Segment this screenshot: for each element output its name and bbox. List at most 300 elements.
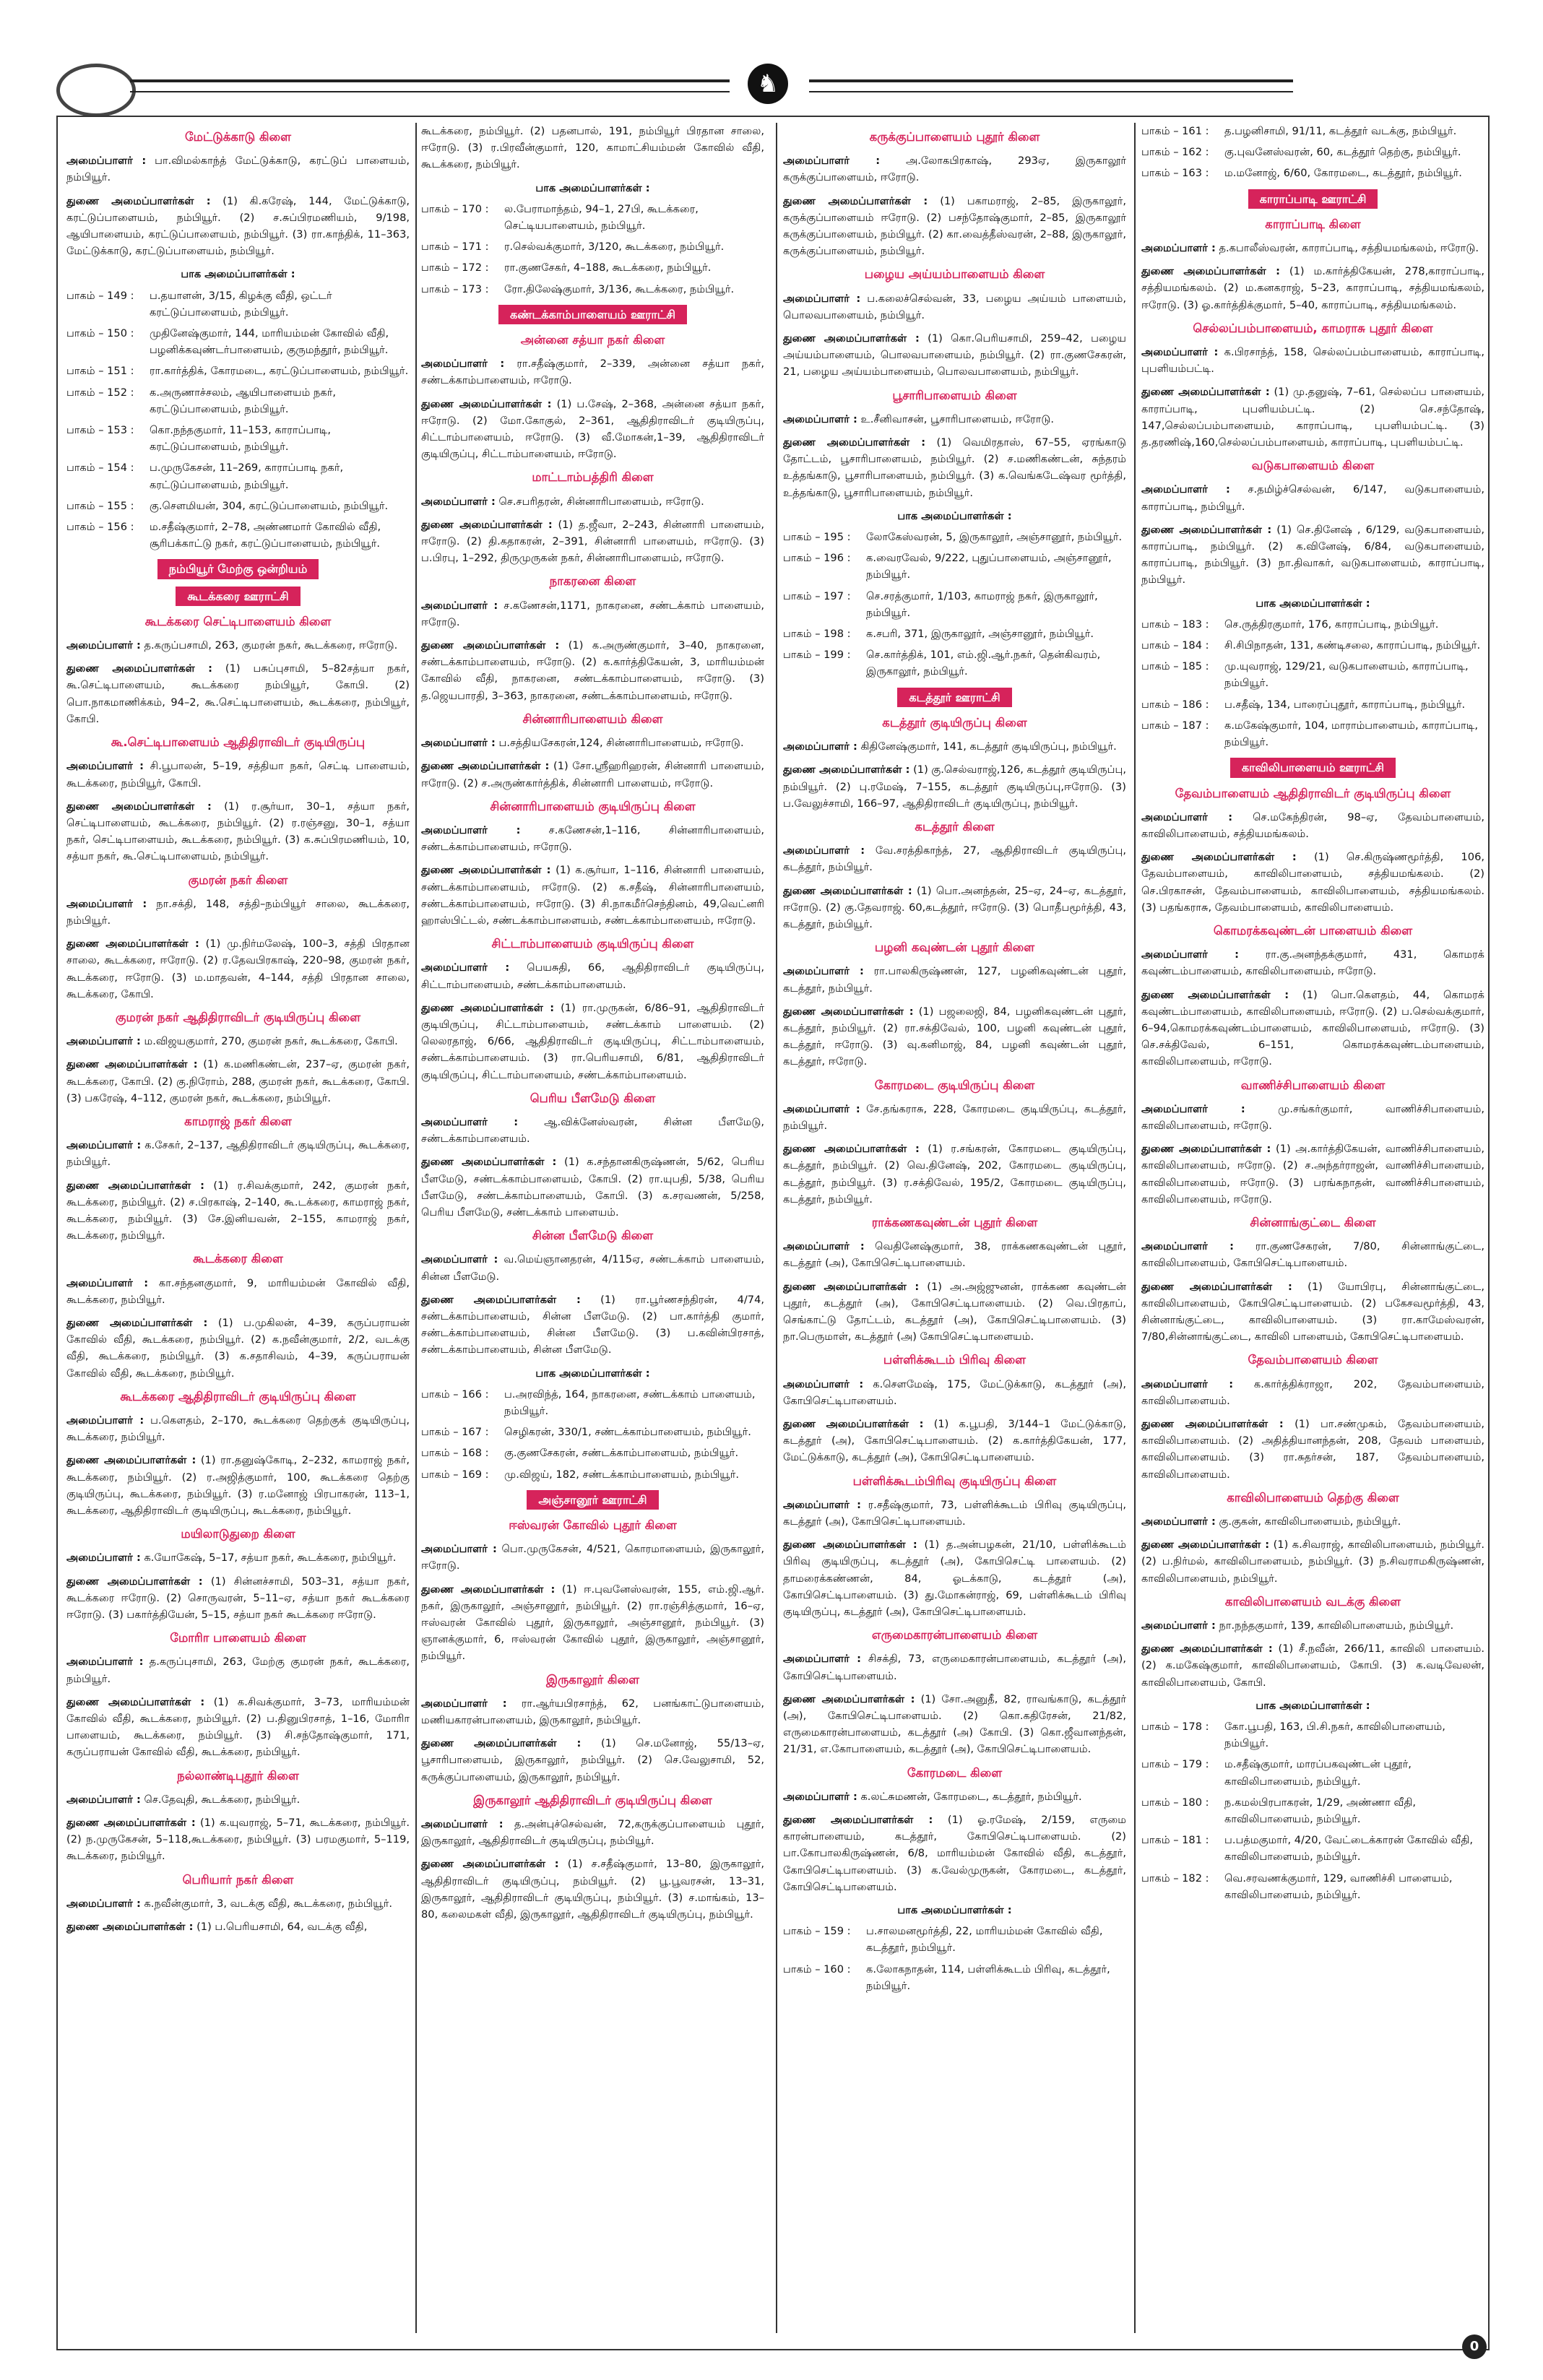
- booth-number: பாகம் – 162 :: [1141, 146, 1209, 159]
- role-label: துணை அமைப்பாளர்கள் :: [783, 436, 926, 449]
- booth-number: பாகம் – 197 :: [783, 589, 851, 602]
- role-label: அமைப்பாளர் :: [421, 823, 521, 836]
- booth-row: [421, 259, 764, 276]
- booth-organizer: ர.செல்வக்குமார், 3/120, கூடக்கரை, நம்பியூர்.: [504, 241, 725, 254]
- branch-heading: சின்னாரிபாளையம் குடியிருப்பு கிளை: [490, 799, 696, 813]
- organizer-entry: [783, 1691, 1126, 1758]
- booth-organizer: ம.சதீஷ்குமார், மாரப்பகவுண்டன் புதூர், காவிலிபாளையம், நம்பியூர்.: [1224, 1758, 1412, 1788]
- organizer-entry: [66, 1056, 410, 1107]
- entry-text: (1) ரா.முருகன், 6/86–91, ஆதிதிராவிடர் குடியிருப்பு, சிட்டாம்பாளையம், சண்டக்காம் பாளையம். (2) லெலரதாஜ், 6/66, ஆதிதிராவிடர் குடியிருப்பு, சிட்டாம்பாளையம், சண்டக்காம்பாளையம். (3) ரா.பெரியசாமி, 6/81, ஆதிதிராவிடர் குடியிருப்பு, சிட்டாம்பாளையம், சண்டக்காம்பாளையம்.: [421, 1001, 764, 1081]
- entry-text: (1) க.சிவராஜ், காவிலிபாளையம், நம்பியூர். (2) ப.நிர்மல், காவிலிபாளையம், நம்பியூர். (3) ந.சிவராமகிருஷ்ணன், காவிலிபாளையம், நம்பியூர்.: [1141, 1539, 1484, 1585]
- entry-text: (1) பசுப்புசாமி, 5–82சத்யா நகர், கூ.செட்டிபாளையம், கூடக்கரை நம்பியூர், கோபி. (2) பொ.நாகமாணிக்கம், 94–2, கூ.செட்டிபாளையம், கூடக்கரை, நம்பியூர், கோபி.: [66, 662, 410, 725]
- booth-number: பாகம் – 181 :: [1141, 1834, 1209, 1847]
- organizer-entry: [1141, 1416, 1484, 1483]
- entry-text: ரா.குணசேகரன், 7/80, சின்னாங்குட்டை, காவிலிபாளையம், கோபிசெட்டிபாளையம்.: [1141, 1240, 1484, 1270]
- role-label: அமைப்பாளர் :: [66, 1552, 141, 1565]
- branch-heading: பூசாரிபாளையம் கிளை: [892, 388, 1017, 402]
- organizer-entry: [421, 1735, 764, 1786]
- booth-row: [1141, 637, 1484, 654]
- entry-text: ச.தமிழ்ச்செல்வன், 6/147, வடுகபாளையம், காராப்பாடி, நம்பியூர்.: [1141, 483, 1484, 513]
- entry-text: (1) கொ.பெரியசாமி, 259–42, பழைய அய்யம்பாளையம், பொலவபாளையம், நம்பியூர். (2) ரா.குணசேகரன், 21, பழைய அய்யம்பாளையம், பொலவபாளையம், நம்பியூர்.: [783, 332, 1126, 378]
- role-label: துணை அமைப்பாளர்கள் :: [1141, 851, 1297, 864]
- booth-number: பாகம் – 198 :: [783, 628, 851, 641]
- organizer-entry: [66, 1275, 410, 1308]
- section-banner: நம்பியூர் மேற்கு ஒன்றியம்: [157, 559, 319, 579]
- organizer-entry: [783, 290, 1126, 324]
- organizer-entry: [66, 1791, 410, 1808]
- entry-text: ர.சதீஷ்குமார், 73, பள்ளிக்கூடம் பிரிவு குடியிருப்பு, கடத்தூர் (அ), கோபிசெட்டிபாளையம்.: [783, 1498, 1126, 1528]
- entry-text: (1) ப.சேஷ், 2–368, அன்னை சத்யா நகர், ஈரோடு. (2) மோ.கோகுல், 2–361, ஆதிதிராவிடர் குடியிருப்பு, சிட்டாம்பாளையம், ஈரோடு. (3) வீ.மோகன்,1–39, ஆதிதிராவிடர் குடியிருப்பு, சிட்டாம்பாளையம், ஈரோடு.: [421, 397, 764, 461]
- booth-number: பாகம் – 180 :: [1141, 1796, 1209, 1809]
- booth-organizer: ம.மனோஜ், 6/60, கோரமடை, கடத்தூர், நம்பியூர்.: [1224, 167, 1462, 180]
- organizer-entry: [1141, 1101, 1484, 1134]
- entry-text: (1) த.அன்பழகன், 21/10, பள்ளிக்கூடம் பிரிவு குடியிருப்பு, கடத்தூர் (அ), கோபிசெட்டி பாளையம். (2) தாமரைக்கண்ணன், 84, ஓடக்காடு, கடத்தூர் (அ), கோபிசெட்டிபாளையம். (3) து.மோகன்ராஜ், 69, பள்ளிக்கூடம் பிரிவு குடியிருப்பு, கடத்தூர் (அ), கோபிசெட்டிபாளையம்.: [783, 1539, 1126, 1619]
- booth-row: [783, 550, 1126, 583]
- entry-text: (1) செ.மனோஜ், 55/13–ஏ, பூசாரிபாளையம், இருகாலூர், நம்பியூர். (2) செ.வேலுசாமி, 52, கருக்குப்பாளையம், இருகாலூர், நம்பியூர்.: [421, 1737, 764, 1783]
- entry-text: (1) செ.தினேஷ் , 6/129, வடுகபாளையம், காராப்பாடி, நம்பியூர். (2) க.வினேஷ், 6/84, வடுகபாளையம், காராப்பாடி, நம்பியூர். (3) நா.திவாகர், வடுகபாளையம், காராப்பாடி, நம்பியூர்.: [1141, 523, 1484, 587]
- role-label: அமைப்பாளர் :: [1141, 1240, 1235, 1253]
- role-label: அமைப்பாளர் :: [421, 1818, 503, 1831]
- section-banner: கண்டக்காம்பாளையம் ஊராட்சி: [498, 305, 687, 324]
- booth-row: [1141, 1756, 1484, 1789]
- booth-number: பாகம் – 187 :: [1141, 719, 1209, 732]
- booth-organizer: ப.அரவிந்த், 164, நாகரனை, சண்டக்காம் பாளையம், நம்பியூர்.: [504, 1388, 756, 1417]
- role-label: துணை அமைப்பாளர்கள் :: [783, 1418, 924, 1430]
- branch-heading: எருமைகாரன்பாளையம் கிளை: [871, 1628, 1038, 1643]
- role-label: துணை அமைப்பாளர்கள் :: [66, 1921, 194, 1934]
- organizer-entry: [66, 1653, 410, 1687]
- booth-number: பாகம் – 185 :: [1141, 660, 1209, 673]
- booth-organizer: ம.சதீஷ்குமார், 2–78, அண்ணமார் கோவில் வீதி, சூரிபக்காட்டு நகர், கரட்டுப்பாளையம், நம்பியூர்.: [150, 521, 381, 550]
- role-label: துணை அமைப்பாளர்கள் :: [1141, 1418, 1284, 1430]
- role-label: துணை அமைப்பாளர்கள் :: [421, 760, 550, 773]
- organizer-entry: [783, 1238, 1126, 1271]
- entry-text: நா.சக்தி, 148, சத்தி–நம்பியூர் சாலை, கூடக்கரை, நம்பியூர்.: [66, 897, 410, 927]
- organizer-entry: [421, 822, 764, 855]
- organizer-entry: [421, 1856, 764, 1923]
- role-label: துணை அமைப்பாளர்கள் :: [66, 1695, 205, 1708]
- role-label: துணை அமைப்பாளர்கள் :: [66, 1575, 203, 1588]
- booth-organizer: ல.பேராமாந்தம், 94–1, 27பி, கூடக்கரை, செட்டியபாளையம், நம்பியூர்.: [504, 202, 699, 233]
- entry-text: வே.சரத்திகாந்த், 27, ஆதிதிராவிடர் குடியிருப்பு, கடத்தூர், நம்பியூர்.: [783, 844, 1126, 874]
- organizer-entry: [421, 758, 764, 791]
- entry-text: (1) ர.சங்கரன், கோரமடை குடியிருப்பு, கடத்தூர், நம்பியூர். (2) வெ.தினேஷ், 202, கோரமடை குடியிருப்பு, கடத்தூர், நம்பியூர். (3) ர.சக்திவேல், 195/2, கோரமடை குடியிருப்பு, கடத்தூர், நம்பியூர்.: [783, 1143, 1126, 1206]
- branch-heading: கூடக்கரை ஆதிதிராவிடர் குடியிருப்பு கிளை: [120, 1389, 356, 1403]
- entry-text: (1) பஜலைஜி, 84, பழனிகவுண்டன் புதூர், கடத்தூர், நம்பியூர். (2) ரா.சக்திவேல், 100, பழனி கவுண்டன் புதூர், கடத்தூர், ஈரோடு. (3) வு.கனிமாஜ், 84, பழனி கவுண்டன் புதூர், கடத்தூர், ஈரோடு.: [783, 1005, 1126, 1068]
- role-label: அமைப்பாளர் :: [783, 1790, 857, 1803]
- organizer-entry: [66, 1033, 410, 1050]
- role-label: அமைப்பாளர் :: [783, 965, 864, 978]
- booth-number: பாகம் – 149 :: [66, 289, 134, 302]
- organizer-entry: [66, 1549, 410, 1566]
- role-label: அமைப்பாளர் :: [66, 1897, 141, 1910]
- branch-heading: அன்னை சத்யா நகர் கிளை: [520, 333, 665, 347]
- booth-number: பாகம் – 167 :: [421, 1426, 489, 1439]
- booth-row: [783, 529, 1126, 545]
- branch-heading: பள்ளிக்கூடம் பிரிவு கிளை: [883, 1353, 1026, 1367]
- entry-text: க.நவீன்குமார், 3, வடக்கு வீதி, கூடக்கரை, நம்பியூர்.: [140, 1897, 392, 1910]
- entry-text: (1) க.சந்தானகிருஷ்ணன், 5/62, பெரிய பீளமேடு, சண்டக்காம்பாளையம், கோபி. (2) ரா.யுபதி, 5/38, பெரிய பீளமேடு, சண்டக்காம்பாளையம், கோபி. (3) க.சரவணன், 5/258, பெரிய பீளமேடு, சண்டக்காம் பாளையம்.: [421, 1156, 764, 1219]
- organizer-entry: [783, 1812, 1126, 1895]
- booth-row: [66, 459, 410, 493]
- organizer-entry: [66, 1177, 410, 1245]
- branch-heading: கடத்தூர் கிளை: [915, 819, 995, 834]
- role-label: அமைப்பாளர் :: [421, 1253, 498, 1266]
- role-label: அமைப்பாளர் :: [66, 1139, 142, 1152]
- role-label: துணை அமைப்பாளர்கள் :: [66, 1316, 208, 1329]
- booth-row: [421, 281, 764, 298]
- role-label: அமைப்பாளர் :: [421, 1697, 507, 1710]
- organizer-entry: [421, 1251, 764, 1284]
- booth-organizer: க.வைரவேல், 9/222, புதுப்பாளையம், அஞ்சானூர், நம்பியூர்.: [866, 552, 1112, 581]
- booth-number: பாகம் – 184 :: [1141, 639, 1209, 652]
- subheading: பாக அமைப்பாளர்கள் :: [1255, 1699, 1370, 1712]
- entry-text: த.கருப்புசாமி, 263, மேற்கு குமரன் நகர், கூடக்கரை, நம்பியூர்.: [66, 1656, 410, 1685]
- booth-number: பாகம் – 160 :: [783, 1963, 851, 1976]
- booth-row: [1141, 1832, 1484, 1865]
- entry-text: பா.விமல்காந்த் மேட்டுக்காடு, கரட்டுப் பாளையம், நம்பியூர்.: [66, 155, 410, 184]
- organizer-entry: [66, 1137, 410, 1170]
- entry-text: சிசக்தி, 73, எருமைகாரன்பாளையம், கடத்தூர் (அ), கோபிசெட்டிபாளையம்.: [783, 1653, 1126, 1682]
- branch-heading: பழைய அய்யம்பாளையம் கிளை: [864, 267, 1045, 282]
- role-label: துணை அமைப்பாளர்கள் :: [421, 1583, 556, 1596]
- booth-number: பாகம் – 173 :: [421, 282, 489, 295]
- header-rule-left-thin: [130, 91, 730, 92]
- booth-row: [421, 1445, 764, 1461]
- entry-text: க.கார்த்திக்ராஜா, 202, தேவம்பாளையம், காவிலிபாளையம்.: [1141, 1377, 1484, 1407]
- entry-text: (1) ம.கார்த்திகேயன், 278,காராப்பாடி, சத்தியமங்கலம். (2) ம.கனகராஜ், 5–23, காராப்பாடி, சத்தியமங்கலம், ஈரோடு. (3) ஓ.கார்த்திக்குமார், 5–40, காராப்பாடி, சத்தியமங்கலம்.: [1141, 265, 1484, 311]
- booth-number: பாகம் – 172 :: [421, 261, 489, 274]
- role-label: அமைப்பாளர் :: [66, 1656, 144, 1669]
- role-label: துணை அமைப்பாளர்கள் :: [66, 194, 211, 207]
- organizer-entry: [783, 761, 1126, 812]
- organizer-entry: [1141, 344, 1484, 377]
- entry-text: (1) ர.சூர்யா, 30–1, சத்யா நகர், செட்டிபாளையம், கூடக்கரை, நம்பியூர். (2) ர.ரஞ்சனு, 30–1, சத்யா நகர், செட்டிபாளையம், கூடக்கரை, நம்பியூர். (3) க.சுப்பிரமணியம், 10, சத்யா நகர், கூ.செட்டிபாளையம், நம்பியூர்.: [66, 800, 410, 863]
- booth-row: [783, 1923, 1126, 1956]
- entry-text: கிதினேஷ்குமார், 141, கடத்தூர் குடியிருப்பு, நம்பியூர்.: [857, 740, 1117, 753]
- entry-text: கூடக்கரை, நம்பியூர். (2) பதனபால், 191, நம்பியூர் பிரதான சாலை, ஈரோடு. (3) ர.பிரவீன்குமார், 120, காமாட்சியம்மன் கோவில் வீதி, கூடக்கரை, நம்பியூர்.: [421, 125, 764, 171]
- organizer-entry: [421, 735, 764, 751]
- role-label: அமைப்பாளர் :: [1141, 810, 1233, 823]
- entry-text: (1) மு.தனுஷ், 7–61, செல்லப்ப பாளையம், காராப்பாடி, புபளியம்பட்டி. (2) செ.சந்தோஷ், 147,செல்லப்பம்பாளையம், காராப்பாடி, புபளியம்பட்டி. (3) த.தரணிஷ்,160,செல்லப்பம்பாளையம், காராப்பாடி, புபளியம்பட்டி.: [1141, 386, 1484, 449]
- organizer-entry: [783, 434, 1126, 501]
- booth-row: [1141, 1718, 1484, 1752]
- organizer-entry: [66, 1452, 410, 1519]
- organizer-entry: [783, 1278, 1126, 1346]
- role-label: துணை அமைப்பாளர்கள் :: [1141, 265, 1280, 278]
- role-label: துணை அமைப்பாளர்கள் :: [421, 397, 552, 410]
- booth-number: பாகம் – 166 :: [421, 1388, 489, 1401]
- booth-organizer: க.லோகநாதன், 114, பள்ளிக்கூடம் பிரிவு, கடத்தூர், நம்பியூர்.: [866, 1963, 1110, 1992]
- role-label: துணை அமைப்பாளர்கள் :: [1141, 1280, 1292, 1293]
- role-label: அமைப்பாளர் :: [783, 844, 865, 857]
- entry-text: ரா.பாலகிருஷ்ணன், 127, பழனிகவுண்டன் புதூர், கடத்தூர், நம்பியூர்.: [783, 965, 1126, 995]
- subheading: பாக அமைப்பாளர்கள் :: [897, 509, 1012, 522]
- role-label: துணை அமைப்பாளர்கள் :: [421, 1156, 557, 1169]
- entry-text: (1) ச.சதீஷ்குமார், 13–80, இருகாலூர், ஆதிதிராவிடர் குடியிருப்பு, நம்பியூர். (2) பூ.பூவரசன், 13–31, இருகாலூர், ஆதிதிராவிடர் குடியிருப்பு, நம்பியூர். (3) ச.மாங்கம், 13–80, கலைமகள் வீதி, இருகாலூர், ஆதிதிராவிடர் குடியிருப்பு, நம்பியூர்.: [421, 1858, 764, 1921]
- booth-row: [421, 1386, 764, 1419]
- booth-organizer: ப.முருகேசன், 11–269, காராப்பாடி நகர், கரட்டுப்பாளையம், நம்பியூர்.: [150, 462, 344, 491]
- organizer-entry: [66, 896, 410, 929]
- booth-number: பாகம் – 161 :: [1141, 125, 1209, 137]
- branch-heading: கூடக்கரை கிளை: [193, 1252, 283, 1266]
- organizer-entry: [783, 1141, 1126, 1208]
- role-label: அமைப்பாளர் :: [66, 1276, 149, 1289]
- branch-heading: வடுகபாளையம் கிளை: [1251, 459, 1375, 473]
- booth-row: [1141, 616, 1484, 633]
- entry-text: நா.நந்தகுமார், 139, காவிலிபாளையம், நம்பியூர்.: [1215, 1619, 1454, 1632]
- role-label: துணை அமைப்பாளர்கள் :: [66, 662, 212, 675]
- role-label: துணை அமைப்பாளர்கள் :: [1141, 386, 1270, 399]
- entry-text: ரா.கு.அனந்தக்குமார், 431, கொமரக் கவுண்டம்பாளையம், காவிலிபாளையம், ஈரோடு.: [1141, 948, 1484, 978]
- organizer-entry: [783, 842, 1126, 875]
- booth-row: [421, 201, 764, 234]
- role-label: அமைப்பாளர் :: [1141, 1515, 1216, 1528]
- organizer-entry: [66, 193, 410, 260]
- role-label: அமைப்பாளர் :: [783, 1653, 862, 1666]
- booth-organizer: முதினேஷ்குமார், 144, மாரியம்மன் கோவில் வீதி, பழனிக்கவுண்டர்பாளையம், குருமந்தூர், நம்பியூர்.: [150, 327, 389, 357]
- entry-text: ச.கணேசன்,1171, நாகரனை, சண்டக்காம் பாளையம், ஈரோடு.: [421, 599, 764, 628]
- entry-text: சி.பூபாலன், 5–19, சத்தியா நகர், செட்டி பாளையம், கூடக்கரை, நம்பியூர், கோபி.: [66, 760, 410, 789]
- booth-number: பாகம் – 196 :: [783, 552, 851, 565]
- booth-organizer: செ.கார்த்திக், 101, எம்.ஜி.ஆர்.நகர், தென்கிவரம், இருகாலூர், நம்பியூர்.: [866, 649, 1101, 678]
- entry-text: (1) ப.முகிலன், 4–39, கருப்பராயன் கோவில் வீதி, கூடக்கரை, நம்பியூர். (2) க.நவீன்குமார், 2/2, வடக்கு வீதி, கூடக்கரை, நம்பியூர். (3) க.சதாசிவம், 4–39, கருப்பராயன் கோவில் வீதி, கூடக்கரை, நம்பியூர்.: [66, 1316, 410, 1380]
- role-label: அமைப்பாளர் :: [421, 358, 505, 371]
- column-3: [783, 123, 1126, 2340]
- organizer-entry: [66, 798, 410, 865]
- column-1: [66, 123, 410, 2340]
- booth-organizer: வெ.சரவணக்குமார், 129, வாணிச்சி பாளையம், காவிலிபாளையம், நம்பியூர்.: [1224, 1871, 1453, 1901]
- role-label: துணை அமைப்பாளர்கள் :: [66, 938, 199, 951]
- booth-number: பாகம் – 199 :: [783, 649, 851, 662]
- booth-number: பாகம் – 170 :: [421, 202, 489, 215]
- organizer-entry: [1141, 522, 1484, 589]
- role-label: அமைப்பாளர் :: [66, 1414, 144, 1427]
- branch-heading: சின்னாங்குட்டை கிளை: [1250, 1215, 1376, 1229]
- role-label: துணை அமைப்பாளர்கள் :: [783, 1539, 917, 1552]
- entry-text: வெதினேஷ்குமார், 38, ராக்கணகவுண்டன் புதூர், கடத்தூர் (அ), கோபிசெட்டிபாளையம்.: [783, 1240, 1126, 1270]
- organizer-entry: [421, 516, 764, 567]
- organizer-entry: [421, 1695, 764, 1728]
- entry-text: (1) க.சூர்யா, 1–116, சின்னாரி பாளையம், சண்டக்காம்பாளையம், ஈரோடு. (2) க.சதீஷ், சின்னாரிபாளையம், சண்டக்காம்பாளையம், ஈரோடு. (3) சி.நாகமீர்செந்தினம், 49,வெட்னரி ஹாஸ்பிட்டல், சண்டக்காம்பாளையம், சண்டக்காம்பாளையம், ஈரோடு.: [421, 864, 764, 927]
- role-label: துணை அமைப்பாளர்கள் :: [66, 1454, 196, 1467]
- branch-heading: சின்னாரிபாளையம் கிளை: [522, 711, 663, 726]
- organizer-entry: [421, 1541, 764, 1574]
- booth-organizer: மு.விஜய், 182, சண்டக்காம்பாளையம், நம்பியூர்.: [504, 1468, 739, 1481]
- booth-organizer: கு.குணசேகரன், சண்டக்காம்பாளையம், நம்பியூர்.: [504, 1447, 739, 1460]
- entry-text: (1) ப.பெரியசாமி, 64, வடக்கு வீதி,: [193, 1921, 368, 1934]
- entry-text: (1) ரா.தனுஷ்கோடி, 2–232, காமராஜ் நகர், கூடக்கரை, நம்பியூர். (2) ர.அஜித்குமார், 100, கூடக்கரை தெற்கு குடியிருப்பு, கூடக்கரை, நம்பியூர். (3) ர.மனோஜ் பிரபாகரன், 113–1, கூடக்கரை, ஆதிதிராவிடர் குடியிருப்பு, கூடக்கரை, நம்பியூர்.: [66, 1454, 410, 1518]
- organizer-entry: [783, 411, 1126, 428]
- entry-text: (1) க.யுவராஜ், 5–71, கூடக்கரை, நம்பியூர். (2) ந.முருகேசன், 5–118,கூடக்கரை, நம்பியூர். (3) பரமகுமார், 5–119, கூடக்கரை, நம்பியூர்.: [66, 1817, 410, 1863]
- booth-organizer: ரா.கார்த்திக், கோரமடை, கரட்டுப்பாளையம், நம்பியூர்.: [150, 365, 409, 378]
- organizer-entry: [66, 660, 410, 727]
- organizer-entry: [421, 637, 764, 704]
- entry-text: (1) சோ.அனுதீ, 82, ராவங்காடு, கடத்தூர் (அ), கோபிசெட்டிபாளையம். (2) கொ.கதிரேசன், 21/82, எருமைகாரன்பாளையம், கடத்தூர் (அ) கோபி. (3) கொ.ஜீவானந்தன், 21/31, எ.கோபாளையம், கடத்தூர் (அ), கோபிசெட்டிபாளையம்.: [783, 1692, 1126, 1756]
- organizer-entry: [783, 883, 1126, 933]
- booth-row: [1141, 696, 1484, 713]
- branch-heading: கருக்குப்பாளையம் புதூர் கிளை: [869, 130, 1040, 144]
- booth-row: [1141, 1870, 1484, 1903]
- branch-heading: சிட்டாம்பாளையம் குடியிருப்பு கிளை: [491, 937, 694, 951]
- booth-number: பாகம் – 178 :: [1141, 1721, 1209, 1734]
- booth-number: பாகம் – 183 :: [1141, 618, 1209, 631]
- entry-text: ப.சத்தியசேகரன்,124, சின்னாரிபாளையம், ஈரோடு.: [495, 737, 744, 750]
- entry-text: (1) சின்னச்சாமி, 503–31, சத்யா நகர், கூடக்கரை ஈரோடு. (2) சொருவரன், 5–11–ஏ, சத்யா நகர் கூடக்கரை ஈரோடு. (3) பகார்த்தியேன், 5–15, சத்யா நகர் கூடக்கரை ஈரோடு.: [66, 1575, 410, 1622]
- booth-number: பாகம் – 151 :: [66, 365, 134, 378]
- role-label: அமைப்பாளர் :: [783, 292, 861, 305]
- entry-text: ப.கலைச்செல்வன், 33, பழைய அய்யம் பாளையம், பொலவபாளையம், நம்பியூர்.: [783, 292, 1126, 321]
- organizer-entry: [66, 152, 410, 186]
- organizer-entry: [783, 1788, 1126, 1805]
- organizer-entry: [1141, 1617, 1484, 1634]
- branch-heading: மேட்டுக்காடு கிளை: [184, 130, 292, 144]
- role-label: அமைப்பாளர் :: [66, 760, 144, 773]
- organizer-entry: [1141, 384, 1484, 451]
- entry-text: ச.கணேசன்,1–116, சின்னாரிபாளையம், சண்டக்காம்பாளையம், ஈரோடு.: [421, 823, 764, 854]
- entry-text: அ.லோகபிரகாஷ், 293ஏ, இருகாலூர் கருக்குப்பாளையம், ஈரோடு.: [783, 155, 1126, 184]
- entry-text: மு.சங்கர்குமார், வாணிச்சிபாளையம், காவிலிபாளையம், ஈரோடு.: [1141, 1102, 1484, 1132]
- entry-text: சே.தங்கராசு, 228, கோரமடை குடியிருப்பு, கடத்தூர், நம்பியூர்.: [783, 1102, 1126, 1132]
- booth-row: [66, 422, 410, 455]
- entry-text: த.அன்புச்செல்வன், 72,கருக்குப்பாளையம் புதூர், இருகாலூர், ஆதிதிராவிடர் குடியிருப்பு, நம்பியூர்.: [421, 1818, 764, 1848]
- organizer-entry: [783, 1003, 1126, 1070]
- organizer-entry: [1141, 1376, 1484, 1409]
- entry-text: (1) பகாமராஜ், 2–85, இருகாலூர், கருக்குப்பாளையம் ஈரோடு. (2) பசந்தோஷ்குமார், 2–85, இருகாலூர் கருக்குப்பாளையம், நம்பியூர். (2) கா.வைத்தீஸ்வரன், 2–88, இருகாலூர், கருக்குப்பாளையம், நம்பியூர்.: [783, 194, 1126, 258]
- organizer-entry: [1141, 946, 1484, 979]
- organizer-entry: [783, 1536, 1126, 1620]
- role-label: துணை அமைப்பாளர்கள் :: [783, 1005, 914, 1018]
- branch-heading: சின்ன பீளமேடு கிளை: [532, 1229, 654, 1243]
- branch-heading: குமரன் நகர் ஆதிதிராவிடர் குடியிருப்பு கிளை: [115, 1010, 361, 1024]
- entry-text: க.பிரசாந்த், 158, செல்லப்பம்பாளையம், காராப்பாடி, புபளியம்பட்டி.: [1141, 346, 1484, 376]
- organizer-entry: [421, 493, 764, 510]
- organizer-entry: [1141, 481, 1484, 514]
- role-label: அமைப்பாளர் :: [1141, 346, 1219, 359]
- booth-number: பாகம் – 150 :: [66, 327, 134, 340]
- role-label: துணை அமைப்பாளர்கள் :: [1141, 523, 1272, 536]
- booth-number: பாகம் – 195 :: [783, 531, 851, 544]
- branch-heading: வாணிச்சிபாளையம் கிளை: [1240, 1078, 1386, 1092]
- organizer-entry: [421, 1816, 764, 1849]
- branch-heading: ராக்கணகவுண்டன் புதூர் கிளை: [871, 1215, 1038, 1229]
- entry-text: ப.கௌதம், 2–170, கூடக்கரை தெற்குக் குடியிருப்பு, கூடக்கரை, நம்பியூர்.: [66, 1414, 410, 1444]
- booth-row: [421, 238, 764, 255]
- booth-number: பாகம் – 186 :: [1141, 698, 1209, 711]
- role-label: அமைப்பாளர் :: [1141, 483, 1230, 496]
- entry-text: செ.மகேந்திரன், 98–ஏ, தேவம்பாளையம், காவிலிபாளையம், சத்தியமங்கலம்.: [1141, 810, 1484, 840]
- organizer-entry: [783, 1101, 1126, 1134]
- branch-heading: கோரமடை குடியிருப்பு கிளை: [874, 1078, 1035, 1092]
- branch-heading: குமரன் நகர் கிளை: [188, 873, 288, 887]
- entry-text: க.லட்சுமணன், கோரமடை, கடத்தூர், நம்பியூர்.: [857, 1790, 1082, 1803]
- organizer-entry: [1141, 1640, 1484, 1691]
- organizer-entry: [421, 1154, 764, 1221]
- role-label: அமைப்பாளர் :: [783, 1240, 865, 1253]
- entry-text: (1) சோ.ஸ்ரீஹரிஹரன், சின்னாரி பாளையம், ஈரோடு. (2) ச.அருண்கார்த்திக், சின்னாரி பாளையம், ஈரோடு.: [421, 760, 764, 789]
- organizer-entry: [421, 1000, 764, 1083]
- branch-heading: கடத்தூர் குடியிருப்பு கிளை: [882, 715, 1027, 730]
- entry-text: (1) சீ.நவீன், 266/11, காவிலி பாளையம். (2) க.மகேஷ்குமார், காவிலிபாளையம், கோபி. (3) க.வடிவேலன், காவிலிபாளையம், கோபி.: [1141, 1643, 1484, 1689]
- organizer-entry: [66, 637, 410, 654]
- role-label: துணை அமைப்பாளர்கள் :: [1141, 1643, 1273, 1656]
- organizer-entry: [1141, 809, 1484, 842]
- page-number: 0: [1462, 2334, 1487, 2359]
- booth-row: [1141, 165, 1484, 181]
- booth-row: [1141, 1794, 1484, 1827]
- booth-row: [66, 287, 410, 321]
- organizer-entry: [66, 1694, 410, 1761]
- role-label: அமைப்பாளர் :: [783, 412, 857, 425]
- booth-organizer: சி.சிபிநாதன், 131, கண்டிசலை, காராப்பாடி, நம்பியூர்.: [1224, 639, 1481, 652]
- branch-heading: கூடக்கரை செட்டிபாளையம் கிளை: [144, 614, 332, 628]
- entry-text: கா.சந்தனகுமார், 9, மாரியம்மன் கோவில் வீதி, கூடக்கரை, நம்பியூர்.: [66, 1276, 410, 1306]
- booth-number: பாகம் – 152 :: [66, 386, 134, 399]
- booth-number: பாகம் – 168 :: [421, 1447, 489, 1460]
- booth-organizer: க.மகேஷ்குமார், 104, மாராம்பாளையம், காராப்பாடி, நம்பியூர்.: [1224, 719, 1479, 749]
- booth-organizer: க.சபரி, 371, இருகாலூர், அஞ்சானூர், நம்பியூர்.: [866, 628, 1094, 641]
- branch-heading: மாட்டாம்பத்திரி கிளை: [532, 470, 654, 485]
- role-label: துணை அமைப்பாளர்கள் :: [421, 1737, 582, 1750]
- entry-text: (1) த.ஜீவா, 2–243, சின்னாரி பாளையம், ஈரோடு. (2) தி.கதாகரன், 2–391, சின்னாரி பாளையம், ஈரோடு. (3) ப.பிரபு, 1–292, திருமுருகன் நகர், சின்னாரிபாளையம், ஈரோடு.: [421, 518, 764, 565]
- booth-row: [1141, 717, 1484, 750]
- booth-organizer: மு.யுவராஜ், 129/21, வடுகபாளையம், காராப்பாடி, நம்பியூர்.: [1224, 660, 1469, 690]
- role-label: அமைப்பாளர் :: [1141, 1619, 1216, 1632]
- entry-text: (1) அ.கார்த்திகேயன், வாணிச்சிபாளையம், காவிலிபாளையம், ஈரோடு. (2) ச.அந்தர்ராஜன், வாணிச்சிபாளையம், காவிலிபாளையம், ஈரோடு. (3) பரங்கநாதன், வாணிச்சிபாளையம், காவிலிபாளையம், ஈரோடு.: [1141, 1143, 1484, 1206]
- entry-text: உ.சீனிவாசன், பூசாரிபாளையம், ஈரோடு.: [857, 412, 1055, 425]
- role-label: அமைப்பாளர் :: [66, 1793, 141, 1806]
- organizer-entry: [421, 959, 764, 992]
- role-label: துணை அமைப்பாளர்கள் :: [783, 332, 920, 345]
- section-banner: கூடக்கரை ஊராட்சி: [176, 587, 300, 606]
- role-label: துணை அமைப்பாளர்கள் :: [1141, 988, 1289, 1001]
- booth-row: [783, 588, 1126, 621]
- branch-heading: மயிலாடுதுறை கிளை: [181, 1527, 295, 1541]
- branch-heading: காராப்பாடி கிளை: [1265, 217, 1361, 231]
- entry-text: (1) மு.நிர்மலேஷ், 100–3, சத்தி பிரதான சாலை, கூடக்கரை, ஈரோடு. (2) ர.தேவபிரகாஷ், 220–98, குமரன் நகர், கூடக்கரை, ஈரோடு. (3) ம.மாதவன், 4–144, சத்தி பிரதான சாலை, கூடக்கரை, கோபி.: [66, 938, 410, 1000]
- role-label: துணை அமைப்பாளர்கள் :: [783, 1814, 933, 1827]
- organizer-entry: [66, 1895, 410, 1912]
- entry-text: (1) அ.அஜ்ஜுனன், ராக்கண கவுண்டன் புதூர், கடத்தூர் (அ), கோபிசெட்டிபாளையம். (2) வெ.பிரதாப், செங்காட்டு தோட்டம், கடத்தூர் (அ), கோபிசெட்டிபாளையம். (3) நா.பெருமாள், கடத்தூர் (அ) கோபிசெட்டிபாளையம்.: [783, 1280, 1126, 1343]
- branch-heading: இருகாலூர் கிளை: [545, 1672, 640, 1687]
- role-label: அமைப்பாளர் :: [1141, 242, 1216, 255]
- subheading: பாக அமைப்பாளர்கள் :: [535, 181, 650, 194]
- organizer-entry: [421, 862, 764, 929]
- entry-text: செ.தேவுதி, கூடக்கரை, நம்பியூர்.: [140, 1793, 301, 1806]
- booth-organizer: லோகேஸ்வரன், 5, இருகாலூர், அஞ்சானூர், நம்பியூர்.: [866, 531, 1123, 544]
- entry-text: க.செளமேஷ், 175, மேட்டுக்காடு, கடத்தூர் (அ), கோபிசெட்டிபாளையம்.: [783, 1377, 1126, 1407]
- organizer-entry: [783, 963, 1126, 996]
- branch-heading: காவிலிபாளையம் தெற்கு கிளை: [1227, 1490, 1399, 1505]
- role-label: அமைப்பாளர் :: [421, 599, 498, 612]
- booth-organizer: க.அருணாச்சலம், ஆயிபாளையம் நகர், கரட்டுப்பாளையம், நம்பியூர்.: [150, 386, 336, 415]
- header-rule-right-thin: [809, 91, 1293, 92]
- organizer-entry: [66, 1412, 410, 1445]
- role-label: துணை அமைப்பாளர்கள் :: [783, 1692, 915, 1705]
- organizer-entry: [1141, 1141, 1484, 1208]
- organizer-entry: [421, 396, 764, 463]
- entry-text: க.சேகர், 2–137, ஆதிதிராவிடர் குடியிருப்பு, கூடக்கரை, நம்பியூர்.: [66, 1139, 410, 1169]
- booth-row: [1141, 658, 1484, 691]
- section-banner: காராப்பாடி ஊராட்சி: [1248, 189, 1378, 209]
- entry-text: (1) யோபிரபு, சின்னாங்குட்டை, காவிலிபாளையம், கோபிசெட்டிபாளையம். (2) பகேசவமூர்த்தி, 43, சின்னாங்குட்டை, காவிலிபாளையம். (3) ரா.காமேஸ்வரன், 7/80,சின்னாங்குட்டை, காவிலி பாளையம், கோபிசெட்டிபாளையம்.: [1141, 1280, 1484, 1343]
- organizer-entry: [1141, 263, 1484, 313]
- booth-row: [1141, 144, 1484, 160]
- organizer-entry: [783, 1650, 1126, 1684]
- header-rule-right: [809, 79, 1293, 82]
- entry-text: த.கபாலீஸ்வரன், காராப்பாடி, சத்தியமங்கலம், ஈரோடு.: [1215, 242, 1479, 255]
- role-label: துணை அமைப்பாளர்கள் :: [66, 1179, 205, 1192]
